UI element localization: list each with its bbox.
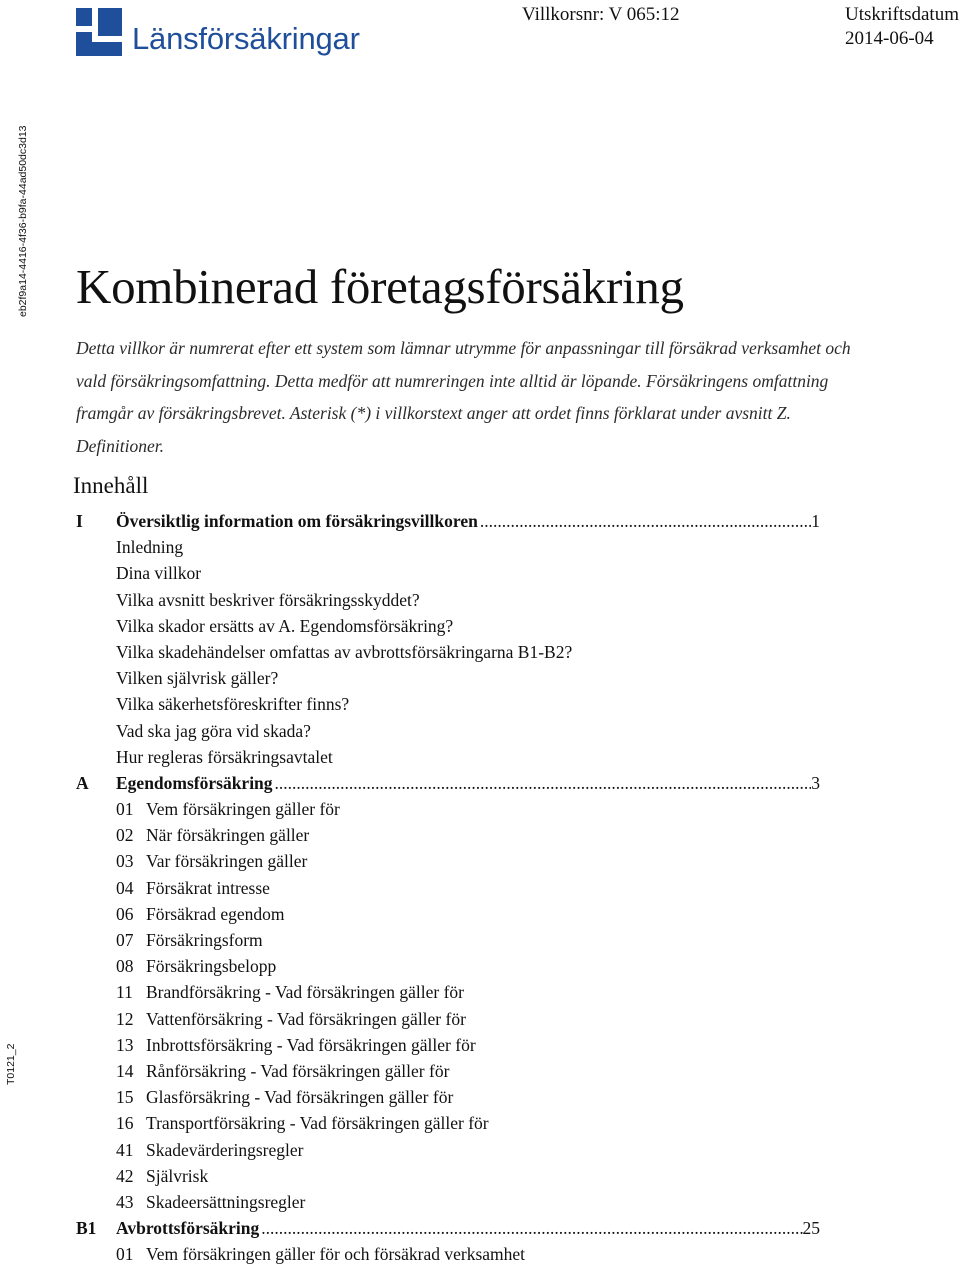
toc-item-number: 13 xyxy=(116,1034,134,1055)
toc-item[interactable] xyxy=(76,639,820,665)
toc-item-number: 03 xyxy=(116,851,134,872)
toc-item-label: Transportförsäkring - Vad försäkringen gäller för xyxy=(146,1113,489,1134)
toc-item[interactable] xyxy=(76,560,820,586)
toc-section-row[interactable] xyxy=(76,508,820,534)
toc-item-number: 43 xyxy=(116,1191,134,1212)
toc-item-number: 41 xyxy=(116,1139,134,1160)
dot-leader xyxy=(480,508,811,534)
toc-item-label: Dina villkor xyxy=(116,563,202,584)
toc-item-label: Vad ska jag göra vid skada? xyxy=(116,720,311,741)
dot-leader xyxy=(275,770,812,796)
toc-item[interactable] xyxy=(76,665,820,691)
logo-icon xyxy=(76,8,122,56)
document-number: Villkorsnr: V 065:12 xyxy=(522,4,680,25)
toc-item[interactable] xyxy=(76,1241,820,1267)
logo-text: Länsförsäkringar xyxy=(132,21,360,56)
toc-section-letter: B1 xyxy=(76,1218,97,1239)
toc-item[interactable] xyxy=(76,927,820,953)
toc-item[interactable] xyxy=(76,1006,820,1032)
toc-item-number: 12 xyxy=(116,1008,134,1029)
toc-item[interactable] xyxy=(76,796,820,822)
toc-item-label: Vem försäkringen gäller för och försäkrad verksamhet xyxy=(146,1244,526,1265)
toc-page-number: 1 xyxy=(811,508,820,534)
toc-item[interactable] xyxy=(76,587,820,613)
toc-item[interactable] xyxy=(76,901,820,927)
toc-item-number: 01 xyxy=(116,799,134,820)
toc-item-number: 01 xyxy=(116,1244,134,1265)
toc-item[interactable] xyxy=(76,1058,820,1084)
toc-item[interactable] xyxy=(76,1032,820,1058)
toc-item-number: 04 xyxy=(116,877,134,898)
toc-item-label: Vem försäkringen gäller för xyxy=(146,799,340,820)
toc-item[interactable] xyxy=(76,875,820,901)
toc-section-title: Avbrottsförsäkring xyxy=(116,1215,261,1241)
toc-item-label: Försäkringsbelopp xyxy=(146,956,277,977)
brand-logo xyxy=(76,4,360,60)
toc-item[interactable] xyxy=(76,718,820,744)
toc-item[interactable] xyxy=(76,979,820,1005)
toc-heading: Innehåll xyxy=(73,473,149,498)
toc-section-row[interactable] xyxy=(76,1215,820,1241)
toc-item[interactable] xyxy=(76,1084,820,1110)
toc-item-label: Vilka säkerhetsföreskrifter finns? xyxy=(116,694,350,715)
toc-item[interactable] xyxy=(76,744,820,770)
toc-item[interactable] xyxy=(76,953,820,979)
toc-item-label: När försäkringen gäller xyxy=(146,825,310,846)
print-date-label: Utskriftsdatum xyxy=(845,4,959,25)
toc-item-label: Rånförsäkring - Vad försäkringen gäller för xyxy=(146,1060,450,1081)
toc-section-letter: I xyxy=(76,511,83,531)
toc-item[interactable] xyxy=(76,691,820,717)
toc-item-number: 02 xyxy=(116,825,134,846)
toc-item-label: Försäkringsform xyxy=(146,930,263,950)
toc-item-number: 07 xyxy=(116,930,134,950)
toc-item-label: Självrisk xyxy=(146,1165,209,1186)
page-title: Kombinerad företagsförsäkring xyxy=(76,259,684,314)
toc-item-label: Försäkrat intresse xyxy=(146,877,270,898)
toc-item-label: Inledning xyxy=(116,537,184,558)
toc-section-row[interactable] xyxy=(76,770,820,796)
toc-item[interactable] xyxy=(76,1163,820,1189)
toc-item[interactable] xyxy=(76,1137,820,1163)
toc-item-number: 14 xyxy=(116,1060,134,1081)
toc-item-label: Vilken självrisk gäller? xyxy=(116,668,279,689)
toc-item[interactable] xyxy=(76,822,820,848)
form-code-margin-text: T0121_2 xyxy=(5,1043,17,1085)
toc-item[interactable] xyxy=(76,613,820,639)
toc-item-number: 11 xyxy=(116,982,133,1003)
toc-item-label: Försäkrad egendom xyxy=(146,903,285,924)
toc-section-title: Egendomsförsäkring xyxy=(116,770,275,796)
intro-paragraph: Detta villkor är numrerat efter ett system som lämnar utrymme för anpassningar till försäkrad verksamhet och vald försäkringsomfattning. Detta medför att numreringen inte alltid är löpande. Försäkringens omfattning framgår av försäkringsbrevet. Asterisk (*) i villkorstext anger att ordet finns förklarat under avsnitt Z. Definitioner. xyxy=(76,338,851,456)
toc-item[interactable] xyxy=(76,1110,820,1136)
toc-item[interactable] xyxy=(76,534,820,560)
toc-item-number: 06 xyxy=(116,903,134,924)
toc-item[interactable] xyxy=(76,1189,820,1215)
toc-item-label: Vilka avsnitt beskriver försäkringsskyddet? xyxy=(116,589,420,610)
toc-item-label: Hur regleras försäkringsavtalet xyxy=(116,746,333,767)
toc-item[interactable] xyxy=(76,848,820,874)
toc-item-label: Skadeersättningsregler xyxy=(146,1191,306,1212)
toc-item-label: Var försäkringen gäller xyxy=(146,851,308,872)
toc-item-label: Glasförsäkring - Vad försäkringen gäller för xyxy=(146,1087,454,1108)
toc-item-number: 42 xyxy=(116,1165,134,1186)
toc-item-label: Vilka skador ersätts av A. Egendomsförsäkring? xyxy=(116,615,454,636)
toc-item-number: 16 xyxy=(116,1113,134,1134)
toc-page-number: 25 xyxy=(803,1215,821,1241)
toc-item-label: Vilka skadehändelser omfattas av avbrottsförsäkringarna B1-B2? xyxy=(116,641,573,662)
document-id-margin-text: eb2f9a14-4416-4f36-b9fa-44ad50dc3d13 xyxy=(17,125,29,317)
toc-section-letter: A xyxy=(76,772,89,793)
toc-item-label: Vattenförsäkring - Vad försäkringen gäller för xyxy=(146,1008,466,1029)
toc-section-title: Översiktlig information om försäkringsvillkoren xyxy=(116,508,480,534)
toc-page-number: 3 xyxy=(811,770,820,796)
toc-item-number: 08 xyxy=(116,956,134,977)
toc-item-label: Inbrottsförsäkring - Vad försäkringen gäller för xyxy=(146,1034,476,1055)
dot-leader xyxy=(261,1215,802,1241)
table-of-contents xyxy=(76,508,820,1267)
print-date-value: 2014-06-04 xyxy=(845,28,934,49)
toc-item-number: 15 xyxy=(116,1087,134,1108)
toc-item-label: Skadevärderingsregler xyxy=(146,1139,304,1160)
toc-item-label: Brandförsäkring - Vad försäkringen gäller för xyxy=(146,982,464,1003)
